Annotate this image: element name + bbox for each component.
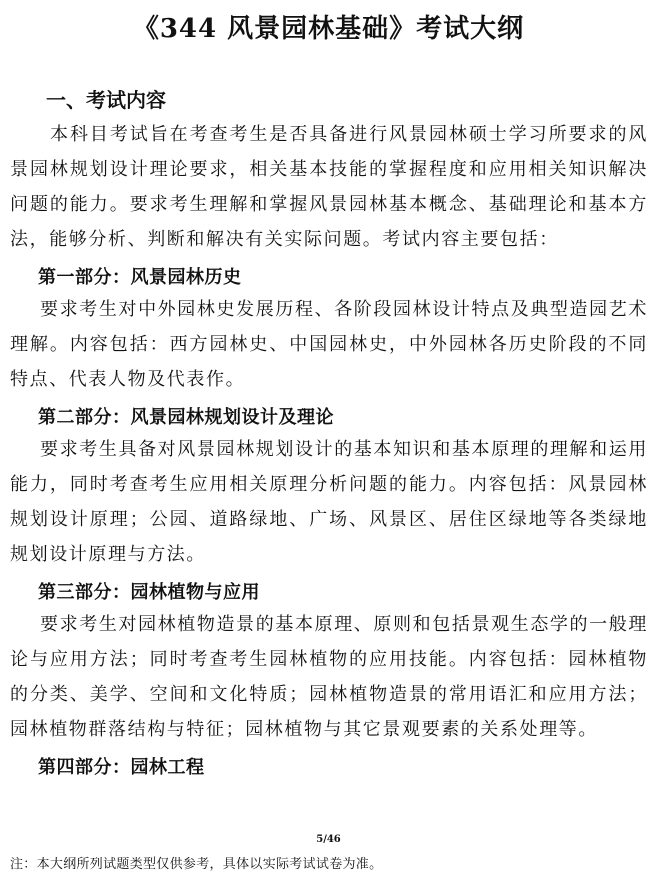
intro-paragraph: 本科目考试旨在考查考生是否具备进行风景园林硕士学习所要求的风景园林规划设计理论要求，相关基本技能的掌握程度和应用相关知识解决问题的能力。要求考生理解和掌握风景园林基本概念、基础理论和基本方法，能够分析、判断和解决有关实际问题。考试内容主要包括：	[10, 124, 648, 250]
page-title: 《344 风景园林基础》考试大纲	[132, 14, 525, 44]
part-heading-1: 第一部分：风景园林历史	[38, 267, 242, 288]
part-2-paragraph: 要求考生具备对风景园林规划设计的基本知识和基本原理的理解和运用能力，同时考查考生应用相关原理分析问题的能力。内容包括：风景园林规划设计原理；公园、道路绿地、广场、风景区、居住区绿地等各类绿地规划设计原理与方法。	[10, 439, 648, 565]
part-heading-3: 第三部分：园林植物与应用	[38, 582, 260, 603]
part-heading-4: 第四部分：园林工程	[38, 757, 205, 778]
footnote: 注：本大纲所列试题类型仅供参考，具体以实际考试试卷为准。	[10, 857, 383, 872]
page-number: 5/46	[316, 834, 341, 845]
part-heading-2: 第二部分：风景园林规划设计及理论	[38, 407, 334, 428]
part-1-paragraph: 要求考生对中外园林史发展历程、各阶段园林设计特点及典型造园艺术理解。内容包括：西方园林史、中国园林史，中外园林各历史阶段的不同特点、代表人物及代表作。	[10, 299, 648, 390]
section-heading: 一、考试内容	[46, 88, 166, 112]
part-3-paragraph: 要求考生对园林植物造景的基本原理、原则和包括景观生态学的一般理论与应用方法；同时考查考生园林植物的应用技能。内容包括：园林植物的分类、美学、空间和文化特质；园林植物造景的常用语汇和应用方法；园林植物群落结构与特征；园林植物与其它景观要素的关系处理等。	[10, 614, 648, 740]
